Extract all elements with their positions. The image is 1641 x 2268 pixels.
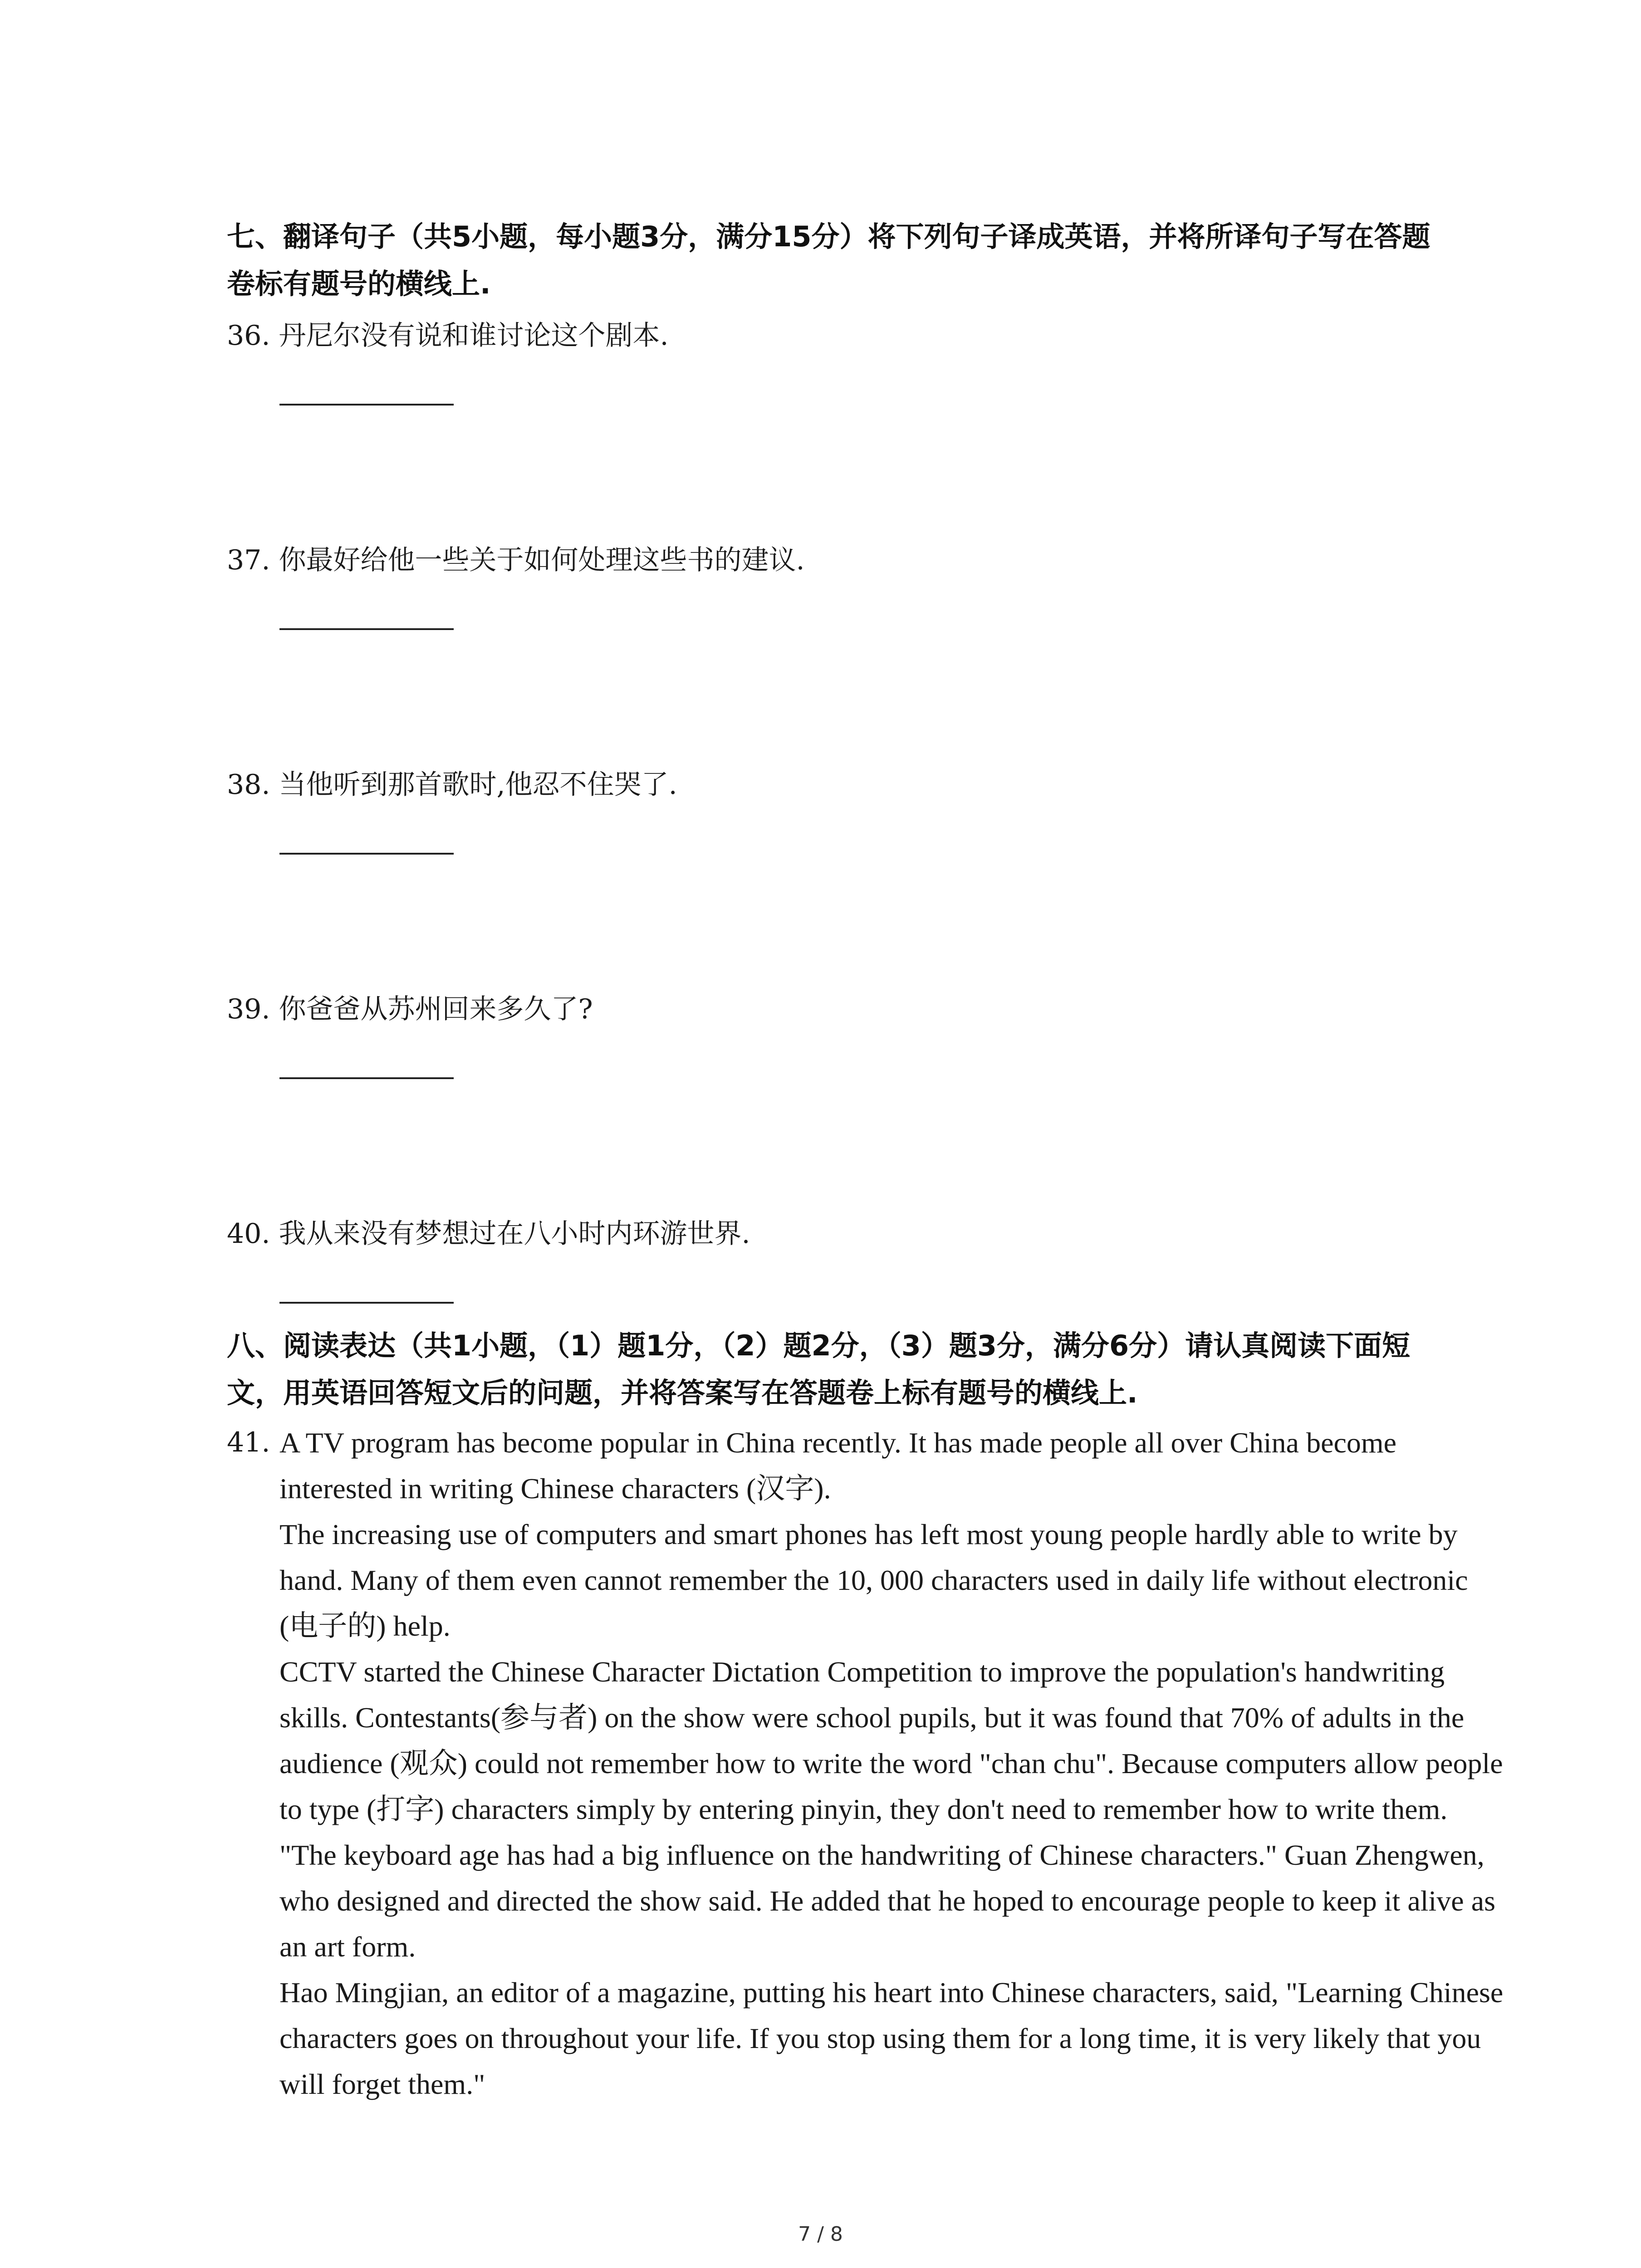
passage-paragraph: A TV program has become popular in China recently. It has made people all over China become interested in writing Chinese characters (汉字). (279, 1427, 1397, 1505)
question-text: 你最好给他一些关于如何处理这些书的建议. (279, 544, 805, 576)
section-8-heading: 八、阅读表达（共1小题，（1）题1分，（2）题2分，（3）题3分，满分6分）请认真阅读下面短文，用英语回答短文后的问题，并将答案写在答题卷上标有题号的横线上. (227, 1329, 1411, 1409)
question-number: 40. (227, 1218, 270, 1250)
reading-passage (227, 1420, 1506, 2107)
answer-line-37[interactable] (279, 628, 454, 630)
question-text: 当他听到那首歌时,他忍不住哭了. (279, 769, 677, 801)
passage-paragraph: Hao Mingjian, an editor of a magazine, putting his heart into Chinese characters, said, "Learning Chinese characters goes on throughout your life. If you stop using them for a long time, it is very likely that you will forget them." (279, 1976, 1504, 2100)
question-37 (227, 542, 805, 578)
page-number: 7 / 8 (798, 2223, 843, 2246)
question-40 (227, 1216, 750, 1252)
question-number: 38. (227, 769, 270, 801)
passage-body (279, 1420, 1506, 2107)
question-number: 37. (227, 544, 270, 576)
question-number: 41. (227, 1427, 270, 1458)
answer-line-40[interactable] (279, 1302, 454, 1304)
answer-line-39[interactable] (279, 1077, 454, 1079)
question-text: 我从来没有梦想过在八小时内环游世界. (279, 1218, 750, 1250)
section-7-heading: 七、翻译句子（共5小题，每小题3分，满分15分）将下列句子译成英语，并将所译句子写在答题卷标有题号的横线上. (227, 220, 1430, 300)
answer-line-38[interactable] (279, 853, 454, 855)
question-36 (227, 318, 669, 354)
question-38 (227, 767, 677, 803)
question-number: 39. (227, 993, 270, 1025)
answer-line-36[interactable] (279, 404, 454, 406)
question-39 (227, 991, 593, 1027)
question-text: 你爸爸从苏州回来多久了? (279, 993, 593, 1025)
question-text: 丹尼尔没有说和谁讨论这个剧本. (279, 320, 669, 352)
passage-paragraph: CCTV started the Chinese Character Dictation Competition to improve the population's handwriting skills. Contestants(参与者) on the show were school pupils, but it was found that 70% of adults in the audience (观众) could not remember how to write the word "chan chu". Because computers allow people to type (打字) characters simply by entering pinyin, they don't need to remember how to write them. "The keyboard age has had a big influence on the handwriting of Chinese characters." Guan Zhengwen, who designed and directed the show said. He added that he hoped to encourage people to keep it alive as an art form. (279, 1656, 1503, 1963)
question-number: 36. (227, 320, 270, 352)
passage-paragraph: The increasing use of computers and smart phones has left most young people hardly able to write by hand. Many of them even cannot remember the 10, 000 characters used in daily life without electronic (电子的) help. (279, 1518, 1468, 1642)
